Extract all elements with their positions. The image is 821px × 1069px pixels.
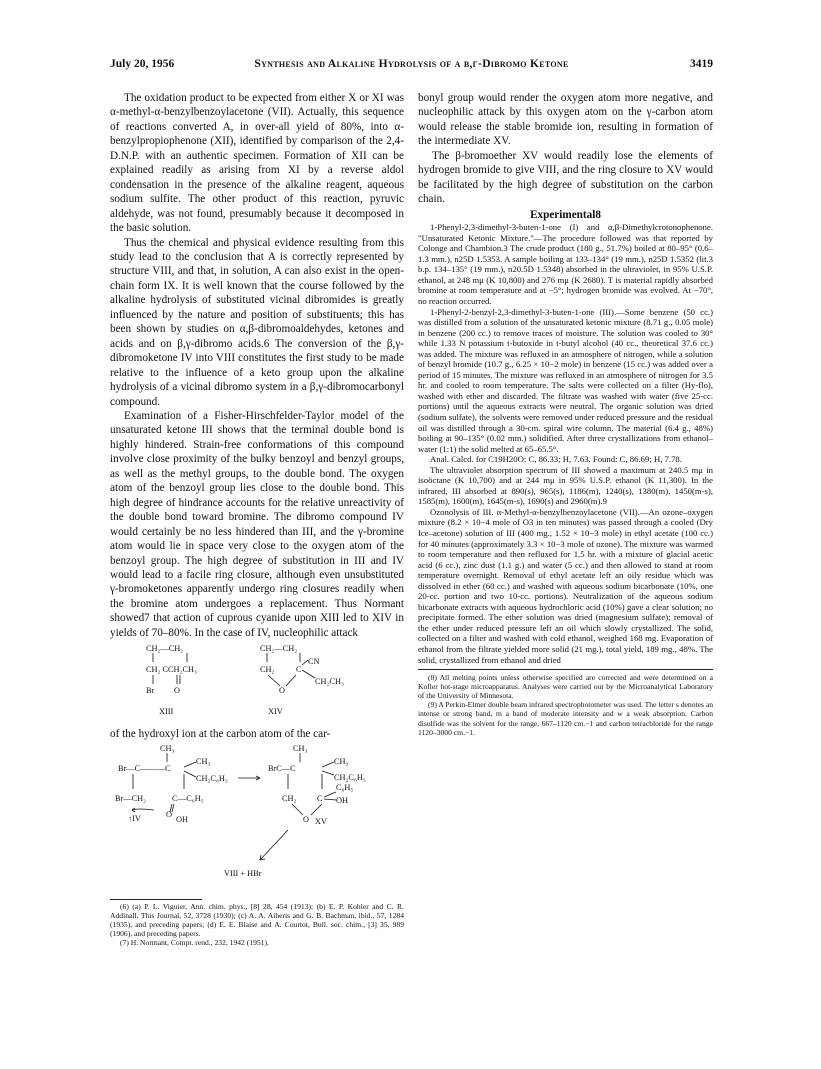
svg-text:CH₂C₆H₅: CH₂C₆H₅: [334, 772, 366, 782]
svg-text:CH₃: CH₃: [293, 743, 308, 753]
svg-text:CH₃: CH₃: [196, 756, 211, 766]
svg-text:C: C: [317, 793, 323, 803]
experimental-heading: Experimental8: [530, 208, 601, 221]
svg-text:CH₃: CH₃: [334, 756, 349, 766]
svg-text:O: O: [279, 686, 285, 696]
svg-text:CH₂: CH₂: [282, 793, 297, 803]
svg-text:O: O: [166, 809, 172, 819]
svg-text:C₆H₅: C₆H₅: [336, 782, 354, 792]
left-paragraph-1: The oxidation product to be expected from either X or XI was α-methyl-α-benzylbenzoylacetone (VII). Actually, this sequence of reactions converted A, in over-all yield of 80%, into α-benzylpropiophenone (XII), identified by comparison of the 2,4-D.N.P. with an authentic specimen. Formation of XII can be explained readily as arising from XI by a reverse aldol condensation in the presence of the alkaline reagent, aqueous sodium sulfite. The other product of this reaction, pyruvic aldehyde, was not found, presumably because it decomposed in the basic solution.: [110, 92, 404, 235]
svg-text:OH: OH: [336, 795, 348, 805]
footnote-8: (8) All melting points unless otherwise specified are corrected and were determined on a Kofler hot-stage microapparatus. Analyses were carried out by the Microanalytical Laboratory of the University of Minnesota.: [418, 673, 713, 701]
left-column: [110, 91, 404, 947]
left-paragraph-3: Examination of a Fisher-Hirschfelder-Taylor model of the unsaturated ketone III shows that the terminal double bond is highly hindered. Strain-free conformations of this compound involve close proximity of the bulky benzoyl and benzyl groups, as well as the methyl groups, to the double bond. The oxygen atom of the benzoyl group lies close to the double bond. This high degree of hindrance accounts for the relative unreactivity of the double bond toward bromine. The dibromo compound IV would certainly be no less hindered than III, and the γ-bromine atom would lie in space very close to the oxygen atom of the benzoyl group. The high degree of substitution in III and IV would lead to a facile ring closure, although even unsubstituted γ-bromoketones apparently undergo ring closures readily when the bromine atom undergoes a replacement. Thus Normant showed7 that action of cuprous cyanide upon XIII led to XIV in yields of 70–80%. In the case of IV, nucleophilic attack: [110, 409, 404, 639]
footnote-6: (6) (a) P. L. Viguier, Ann. chim. phys., [8] 28, 454 (1913); (b) E. P. Kohler and C. R. Addinall, This Journal, 52, 3728 (1930); (c) A. A. Aiberts and G. B. Bachman, ibid., 57, 1284 (1935), and preceding papers; (d) E. E. Blaise and A. Courtot, Bull. soc. chim., [3] 35, 989 (1906), and preceding papers.: [110, 901, 404, 938]
left-paragraph-4: of the hydroxyl ion at the carbon atom of the car-: [110, 728, 331, 741]
svg-text:CH₂—CH₂: CH₂—CH₂: [146, 644, 184, 654]
svg-text:CH₂ CCH₂CH₃: CH₂ CCH₂CH₃: [146, 665, 197, 675]
svg-text:OH: OH: [176, 814, 188, 824]
footnote-rule-right: [418, 669, 713, 670]
svg-text:O: O: [303, 814, 309, 824]
right-paragraph-2: The β-bromoether XV would readily lose the elements of hydrogen bromide to give VIII, and the ring closure to XV would be facilitated by the high degree of substitution on the carbon chain.: [418, 149, 713, 206]
label-viii-hbr: VIII + HBr: [224, 868, 262, 878]
svg-text:Br—C———C: Br—C———C: [118, 763, 171, 773]
label-xiii: XIII: [159, 707, 174, 717]
analysis-line: Anal. Calcd. for C19H20O: C, 86.33; H, 7.63. Found: C, 86.69; H, 7.78.: [430, 454, 682, 465]
svg-text:↑IV: ↑IV: [128, 813, 141, 823]
structures-xiii-xiv: [110, 640, 404, 722]
right-column: [418, 91, 713, 737]
svg-text:CH₂: CH₂: [260, 665, 275, 675]
header-title: Synthesis and Alkaline Hydrolysis of a β,γ-Dibromo Ketone: [254, 58, 569, 70]
experimental-paragraph-1: 1-Phenyl-2,3-dimethyl-3-buten-1-one (I) and α,β-Dimethylcrotonophenone. "Unsaturated Ketonic Mixture."—The procedure followed was that reported by Colonge and Chambion.3 The crude product (180 g., 51.7%) boiled at 80–95° (0.6–1.3 mm.), n25D 1.5353. A sample boiling at 133–134° (19 mm.), n25D 1.5352 (lit.3 b.p. 134–135° (19 mm.), n20.5D 1.5348) absorbed in the ultraviolet, in 95% U.S.P. ethanol, at 248 mμ (K 10,800) and 276 mμ (K 2680). T is material rapidly absorbed bromine at room temperature and at −5°; hydrogen bromide was evolved. At −70°, no reaction occurred.: [418, 222, 713, 306]
label-xv: XV: [315, 816, 327, 826]
header-date: July 20, 1956: [110, 58, 175, 70]
svg-text:CH₂—CH₂: CH₂—CH₂: [260, 644, 298, 654]
svg-text:CN: CN: [308, 657, 320, 667]
svg-text:C: C: [172, 793, 178, 803]
svg-text:—C₆H₅: —C₆H₅: [178, 793, 204, 803]
footnote-rule: [110, 899, 202, 900]
right-paragraph-1: bonyl group would render the oxygen atom more negative, and nucleophilic attack by this oxygen atom on the γ-carbon atom would release the stable bromide ion, resulting in formation of the intermediate XV.: [418, 92, 713, 148]
svg-text:O: O: [174, 686, 180, 696]
svg-text:CH₂C₆H₅: CH₂C₆H₅: [196, 773, 228, 783]
svg-text:CH₃: CH₃: [160, 743, 175, 753]
experimental-paragraph-2: 1-Phenyl-2-benzyl-2,3-dimethyl-3-buten-1-one (III).—Some benzene (50 cc.) was distilled from a solution of the unsaturated ketonic mixture (8.71 g., 0.05 mole) in benzene (200 cc.) to remove traces of moisture. The solution was cooled to 30° while 1.33 N potassium t-butoxide in t-butyl alcohol (40 cc., theoretical 37.6 cc.) was added. The mixture was refluxed in an atmosphere of nitrogen, while a solution of benzyl bromide (10.7 g., 6.25 × 10−2 mole) in benzene (15 cc.) was added over a period of 15 minutes. The mixture was refluxed in an atmosphere of nitrogen for 3.5 hr. and cooled to room temperature. The salts were collected on a filter (Hy-flo), washed with ether and discarded. The filtrate was washed with water (five 25-cc. portions) until the aqueous extracts were neutral. The organic solution was dried (sodium sulfate), the solvents were removed under reduced pressure and the residual oil was distilled through a 30-cm. spiral wire column. The material (6.4 g., 48%) boiling at 90–135° (0.02 mm.) solidified. After three crystallizations from ethanol–water (1:1) the solid melted at 65–65.5°.: [418, 306, 713, 454]
label-xiv: XIV: [268, 707, 283, 717]
footnote-7: (7) H. Normant, Compt. rend., 232, 1942 (1951).: [120, 938, 269, 948]
svg-text:CH₂CH₃: CH₂CH₃: [315, 677, 344, 687]
left-paragraph-2: Thus the chemical and physical evidence resulting from this study lead to the conclusion that A is correctly represented by structure VIII, and that, in solution, A can also exist in the open-chain form IX. It is well known that the course followed by the alkaline hydrolysis of substituted vicinal dibromides is greatly influenced by the nature and position of substituents; this has been shown by studies on α,β-dibromoaldehydes, ketones and acids and on β,γ-dibromo acids.6 The conversion of the β,γ-dibromoketone IV into VIII constitutes the first study to be made relative to the influence of a keto group upon the alkaline hydrolysis of a vicinal dibromo system in a β,γ-dibromocarbonyl compound.: [110, 236, 404, 408]
experimental-paragraph-3: The ultraviolet absorption spectrum of III showed a maximum at 240.5 mμ in isoöctane (K 10,700) and at 244 mμ in 95% U.S.P. ethanol (K 11,300). In the infrared, III absorbed at 890(s), 965(s), 1186(m), 1240(s), 1380(m), 1450(m-s), 1585(m), 1600(m), 1645(m-s), 1690(s) and 2960(m).9: [418, 464, 713, 507]
svg-text:Br—CH₂: Br—CH₂: [115, 793, 147, 803]
svg-text:BrC—C: BrC—C: [268, 763, 296, 773]
running-header: [110, 58, 713, 74]
page-number: 3419: [690, 58, 713, 70]
experimental-paragraph-4: Ozonolysis of III. α-Methyl-α-benzylbenzoylacetone (VII).—An ozone–oxygen mixture (8.2 × 10−4 mole of O3 in ten minutes) was passed through a cooled (Dry Ice–acetone) solution of III (400 mg., 1.52 × 10−3 mole) in ethyl acetate (100 cc.) for 40 minutes (approximately 3.3 × 10−3 mole of ozone). The mixture was warmed to room temperature and then refluxed for 1.5 hr. with a mixture of glacial acetic acid (6 cc.), zinc dust (1.1 g.) and water (5 cc.) and then allowed to stand at room temperature overnight. Removal of ethyl acetate left an oily residue which was dissolved in ether (60 cc.) and washed with aqueous sodium bicarbonate (10%, one 20-cc. portion and two 10-cc. portions). Neutralization of the aqueous sodium bicarbonate extracts with aqueous hydrochloric acid (10%) gave a clear solution; no precipitate formed. The ether solution was dried (magnesium sulfate); removal of the ether under reduced pressure left an oil which slowly crystallized. The solid, collected on a filter and washed with cold ethanol, weighed 168 mg. Evaporation of ethanol from the filtrate yielded more solid (21 mg.), total yield, 189 mg., 48%. The solid, crystallized from ethanol and dried: [418, 506, 713, 665]
svg-text:Br: Br: [146, 686, 155, 696]
svg-text:C: C: [296, 665, 302, 675]
mechanism-scheme: [110, 742, 404, 892]
footnote-9: (9) A Perkin-Elmer double beam infrared spectrophotometer was used. The letter s denotes an intense or strong band, m a band of moderate intensity and w a weak absorption. Carbon disulfide was the solvent for the range, 667–1120 cm.−1 and carbon tetrachloride for the range 1120–3000 cm.−1.: [418, 700, 713, 737]
